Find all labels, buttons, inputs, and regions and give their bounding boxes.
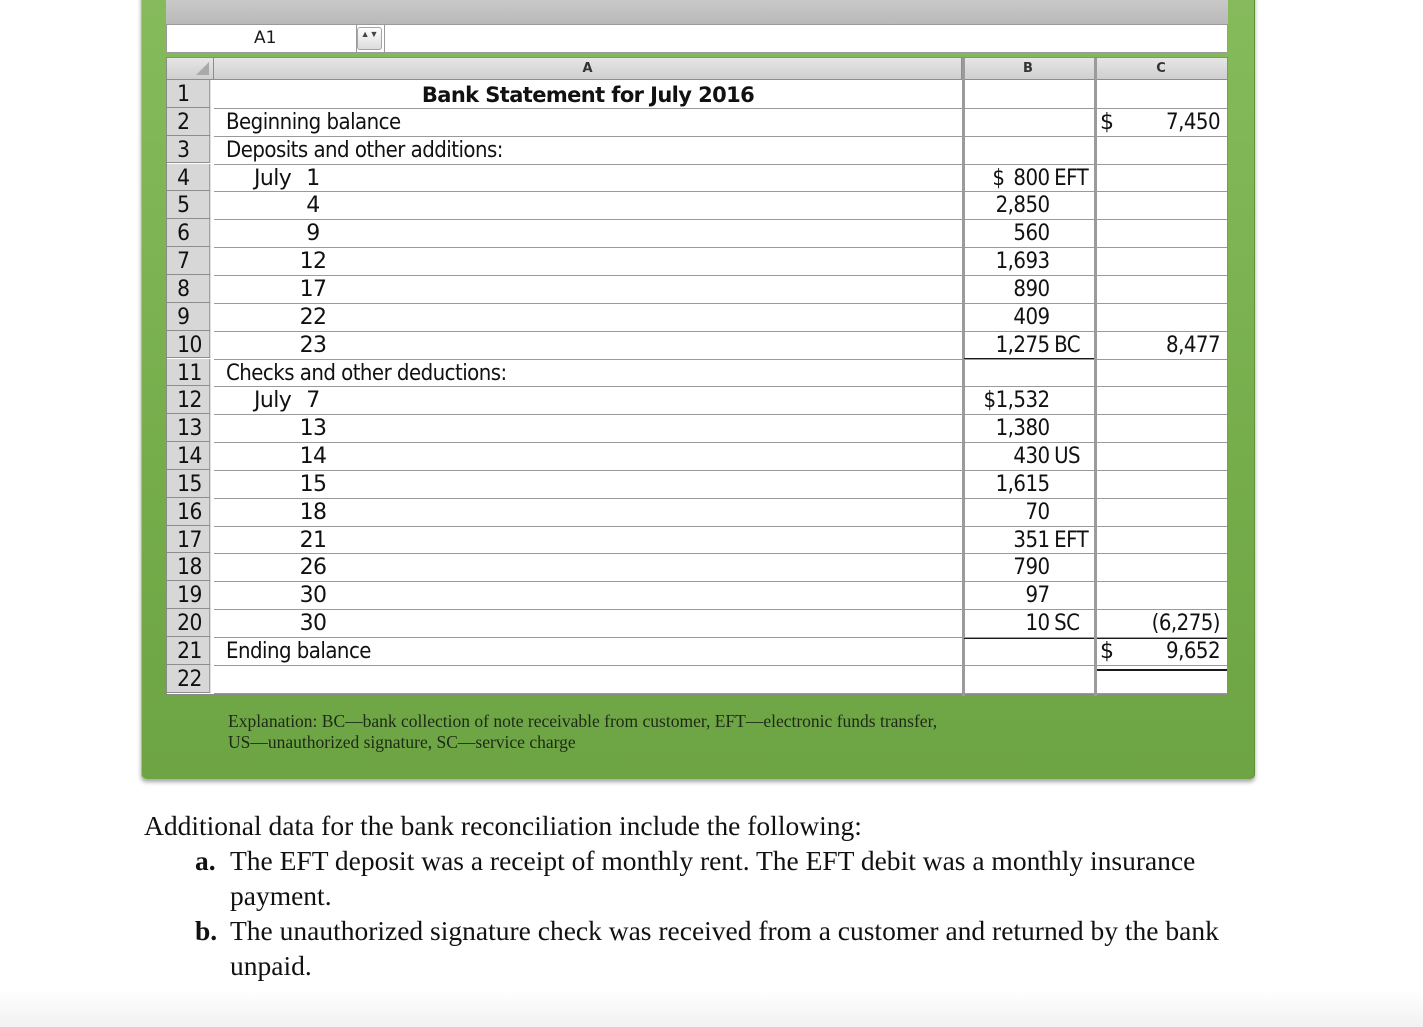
month-label[interactable]: July [254, 388, 292, 414]
select-all-corner[interactable] [167, 58, 214, 80]
day-value[interactable]: 14 [299, 444, 327, 470]
amount-value: 430 [1013, 444, 1050, 470]
row-header[interactable]: 8 [167, 275, 210, 303]
row-header[interactable]: 11 [167, 359, 210, 387]
additional-intro: Additional data for the bank reconciliation include the following: [144, 810, 862, 841]
additional-data [144, 808, 1284, 983]
row-gridline [214, 693, 1227, 694]
name-box[interactable]: A1 [167, 25, 357, 52]
day-value[interactable]: 9 [306, 221, 320, 247]
column-divider [1094, 58, 1097, 696]
row-label[interactable]: Beginning balance [226, 109, 401, 135]
day-value[interactable]: 23 [299, 332, 327, 358]
dollar-sign: $ [1100, 109, 1114, 135]
amount-code: US [1054, 444, 1081, 470]
column-divider [962, 58, 965, 696]
row-header[interactable]: 2 [167, 108, 210, 136]
toolbar-strip [166, 0, 1228, 24]
amount-b[interactable] [977, 581, 1091, 609]
explanation-line: US—unauthorized signature, SC—service charge [228, 732, 576, 752]
row-header[interactable]: 5 [167, 191, 210, 219]
day-value[interactable]: 17 [299, 276, 327, 302]
row-header[interactable]: 19 [167, 581, 210, 609]
amount-value: $1,532 [983, 388, 1050, 414]
amount-c[interactable]: 9,652 [1166, 639, 1220, 664]
amount-b[interactable] [977, 386, 1091, 414]
amount-value: 1,275 [995, 332, 1050, 358]
row-header[interactable]: 13 [167, 414, 210, 442]
column-header-b[interactable]: B [962, 58, 1095, 80]
amount-value: 70 [1025, 499, 1050, 525]
amount-code: BC [1054, 332, 1081, 358]
row-header[interactable]: 15 [167, 470, 210, 498]
spreadsheet-grid[interactable] [166, 57, 1228, 695]
dollar-sign: $ [1100, 639, 1114, 664]
row-header[interactable]: 10 [167, 331, 210, 359]
amount-value: 409 [1013, 304, 1050, 330]
amount-c[interactable]: (6,275) [1151, 611, 1220, 637]
amount-b[interactable] [977, 470, 1091, 498]
total-double-underline [1097, 669, 1227, 671]
amount-code: EFT [1054, 165, 1089, 191]
amount-c[interactable]: 8,477 [1166, 332, 1220, 358]
amount-value: 10 [1025, 611, 1050, 637]
day-value[interactable]: 18 [299, 499, 327, 525]
row-header[interactable]: 9 [167, 303, 210, 331]
row-header[interactable]: 1 [167, 80, 210, 108]
month-label[interactable]: July [254, 165, 292, 191]
row-header[interactable]: 12 [167, 386, 210, 414]
row-header[interactable]: 7 [167, 247, 210, 275]
column-header-a[interactable]: A [214, 58, 962, 80]
amount-b[interactable] [977, 191, 1091, 219]
item-label: a. [195, 845, 216, 876]
amount-code: EFT [1054, 527, 1089, 553]
amount-b[interactable] [977, 164, 1091, 192]
row-label[interactable]: Ending balance [226, 639, 371, 664]
amount-value: 790 [1013, 555, 1050, 581]
day-value[interactable]: 15 [299, 471, 327, 497]
amount-code: SC [1054, 611, 1080, 637]
amount-value: 351 [1013, 527, 1050, 553]
column-header-c[interactable]: C [1095, 58, 1227, 80]
row-header[interactable]: 3 [167, 136, 210, 164]
day-value[interactable]: 7 [306, 388, 320, 414]
row-header[interactable]: 21 [167, 637, 210, 665]
row-header[interactable]: 14 [167, 442, 210, 470]
amount-b[interactable] [977, 553, 1091, 581]
item-text: The EFT deposit was a receipt of monthly rent. The EFT debit was a monthly insurance payment. [230, 845, 1196, 911]
amount-b[interactable] [977, 275, 1091, 303]
amount-b[interactable] [977, 303, 1091, 331]
amount-value: 560 [1013, 221, 1050, 247]
row-header[interactable]: 6 [167, 219, 210, 247]
additional-item [144, 843, 1284, 913]
explanation-note [228, 711, 1128, 753]
row-header[interactable]: 18 [167, 553, 210, 581]
day-value[interactable]: 26 [299, 555, 327, 581]
amount-b[interactable] [977, 414, 1091, 442]
day-value[interactable]: 1 [306, 165, 320, 191]
amount-value: 890 [1013, 276, 1050, 302]
amount-value: 800 [1013, 165, 1050, 191]
day-value[interactable]: 4 [306, 193, 320, 219]
day-value[interactable]: 30 [299, 611, 327, 637]
row-header[interactable]: 20 [167, 609, 210, 637]
day-value[interactable]: 21 [299, 527, 327, 553]
amount-b[interactable] [977, 442, 1091, 470]
amount-value: 1,693 [995, 249, 1050, 275]
explanation-line: Explanation: BC—bank collection of note receivable from customer, EFT—electronic funds transfer, [228, 711, 938, 731]
statement-title[interactable]: Bank Statement for July 2016 [421, 83, 755, 107]
day-value[interactable]: 22 [299, 304, 327, 330]
item-label: b. [195, 915, 218, 946]
row-header[interactable]: 22 [167, 665, 210, 693]
day-value[interactable]: 12 [299, 249, 327, 275]
dollar-sign: $ [992, 165, 1005, 191]
amount-b[interactable] [977, 219, 1091, 247]
formula-bar [166, 24, 1228, 53]
row-header[interactable]: 4 [167, 164, 210, 192]
item-text: The unauthorized signature check was received from a customer and returned by the bank unpaid. [230, 915, 1219, 981]
amount-b[interactable] [977, 498, 1091, 526]
page-bottom-shade [0, 990, 1423, 1027]
amount-b[interactable] [977, 526, 1091, 554]
amount-b[interactable] [977, 331, 1091, 359]
amount-b[interactable] [977, 247, 1091, 275]
amount-value: 1,380 [995, 416, 1050, 442]
row-label[interactable]: Checks and other deductions: [226, 360, 507, 386]
row-header[interactable]: 17 [167, 526, 210, 554]
name-box-stepper-icon[interactable]: ▲▼ [357, 27, 382, 50]
amount-value: 2,850 [995, 193, 1050, 219]
day-value[interactable]: 30 [299, 583, 327, 609]
additional-item [144, 913, 1284, 983]
amount-value: 97 [1025, 583, 1050, 609]
day-value[interactable]: 13 [299, 416, 327, 442]
formula-bar-divider [384, 25, 385, 52]
row-label[interactable]: Deposits and other additions: [226, 137, 503, 163]
amount-b[interactable] [977, 609, 1091, 637]
amount-value: 1,615 [995, 471, 1050, 497]
row-header[interactable]: 16 [167, 498, 210, 526]
amount-c[interactable]: 7,450 [1166, 109, 1220, 135]
